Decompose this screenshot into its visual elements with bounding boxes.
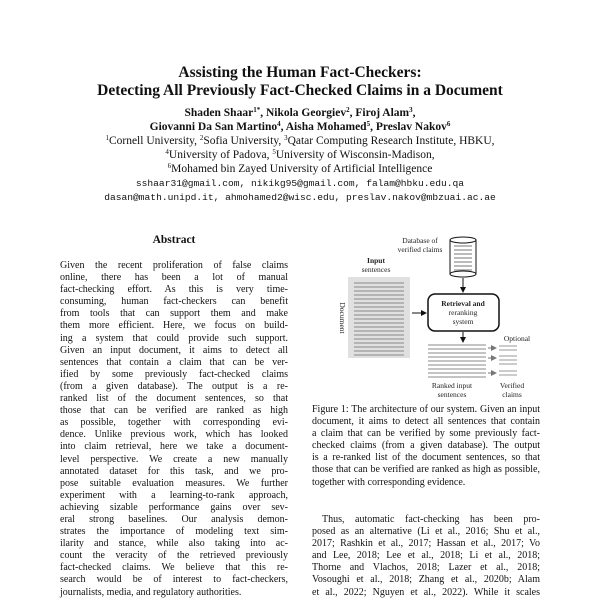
text-line: eral strong baselines. Our analysis demon- — [60, 513, 288, 525]
text-line: Given the recent proliferation of false claims — [60, 260, 288, 271]
text-line: ranked list of the document sentences, so that — [60, 393, 288, 405]
text-line: is a re-ranked list of the document sentences, so that — [312, 452, 540, 464]
affiliation: Cornell University — [108, 135, 195, 147]
text-line: from tools that can support them and make — [60, 308, 288, 320]
author: Shaden Shaar$^{1*}$ — [184, 106, 261, 119]
architecture-figure — [312, 234, 540, 399]
text-line: as possible, together with corresponding evi- — [60, 417, 288, 429]
text-line: those that can be verified are ranked as high as possible, — [312, 464, 540, 476]
text-line: them more efficient. Here, we focus on build- — [60, 320, 288, 332]
input-label: Input — [367, 256, 385, 265]
affiliation: University of Padova — [168, 149, 267, 161]
affiliation: Sofia University — [203, 135, 279, 147]
author: Firoj Alam$^3$ — [355, 106, 413, 119]
text-line: Thorne and Vlachos, 2018; Lazer et al., 2018; — [312, 562, 540, 574]
ranked-label: sentences — [437, 390, 467, 399]
affiliation: University of Wisconsin-Madison — [275, 149, 432, 161]
text-line: pose suitable evaluation measures. We further — [60, 477, 288, 489]
text-line: dence. Unlike previous work, which has looked — [60, 429, 288, 441]
abstract-heading: Abstract — [152, 234, 196, 246]
author: Preslav Nakov$^6$ — [375, 120, 451, 133]
text-line: level perspective. We create a new manually — [60, 453, 288, 465]
affiliation: Qatar Computing Research Institute, HBKU — [287, 135, 492, 147]
optional-label: Optional — [503, 334, 531, 343]
document-label: Document — [338, 302, 347, 334]
text-line: online, there has been a lot of manual — [60, 272, 288, 284]
text-line: fact-checking effort. As this is very time- — [60, 284, 288, 296]
text-line: checked claims (from a given database). The output — [312, 440, 540, 452]
author-list: Shaden Shaar$^{1*}$, Nikola Georgiev$^2$, Firoj Alam$^3$, Giovanni Da San Martino$^4$, Aisha Mohamed$^5$, Preslav Nakov$^6$ — [149, 106, 451, 133]
text-line: sentences that contain a claim that can be ver- — [60, 356, 288, 368]
author: Aisha Mohamed$^5$ — [285, 120, 371, 133]
document-icon — [348, 277, 410, 358]
text-line: ified by some previously fact-checked claims — [60, 368, 288, 380]
author: Nikola Georgiev$^2$ — [265, 106, 350, 119]
svg-text:reranking: reranking — [448, 308, 478, 317]
database-label: verified claims — [397, 245, 443, 254]
verified-label: Verified — [499, 381, 525, 390]
text-line: et al., 2022; Nguyen et al., 2022). While it scales — [312, 586, 540, 598]
body-text — [312, 514, 540, 599]
text-line: (from a given database). The output is a re- — [60, 380, 288, 392]
email-line: sshaar31@gmail.com, nikikg95@gmail.com, falam@hbku.edu.qa — [135, 178, 465, 189]
text-line: annotated dataset for this task, and we pro- — [60, 465, 288, 477]
affiliation: Mohamed bin Zayed University of Artificial Intelligence — [171, 163, 433, 175]
text-line: 2017; Rashkin et al., 2017; Hassan et al., 2017; Vo — [312, 538, 540, 550]
text-line: together with corresponding evidence. — [312, 476, 466, 488]
text-line: achieving sizable performance gains over sev- — [60, 501, 288, 513]
text-line: and Lee, 2018; Lee et al., 2018; Li et al., 2018; — [312, 550, 540, 562]
author: Giovanni Da San Martino$^4$ — [149, 120, 281, 133]
text-line: a claim that can be verified by some previously fact- — [312, 428, 540, 440]
text-line: document, it aims to detect all sentences that contain — [312, 416, 540, 428]
svg-text:system: system — [452, 317, 474, 326]
text-line: count the veracity of the retrieved previously — [60, 550, 288, 562]
verified-label: claims — [502, 390, 522, 399]
text-line: fact-checked claims. We believe that this re- — [60, 562, 288, 574]
database-label: Database of — [402, 236, 438, 245]
text-line: Figure 1: The architecture of our system. Given an input — [312, 404, 540, 415]
text-line: experiment with a learning-to-rank approach, — [60, 489, 288, 501]
emails — [0, 177, 600, 205]
text-line: Thus, automatic fact-checking has been pro- — [322, 514, 540, 525]
text-line: posed as an alternative (Li et al., 2016; Shu et al., — [312, 526, 540, 538]
email-line: dasan@math.unipd.it, ahmohamed2@wisc.edu, preslav.nakov@mbzuai.ac.ae — [104, 192, 496, 203]
text-line: journalists, media, and regulatory authorities. — [60, 586, 242, 598]
text-line: consuming, human fact-checkers can benefit — [60, 296, 288, 308]
title-line: Assisting the Human Fact-Checkers: — [178, 64, 422, 81]
text-line: strates the importance of modeling text sim- — [60, 526, 288, 538]
input-label: sentences — [361, 265, 391, 274]
figure-caption — [312, 404, 540, 489]
affiliations: $^1$Cornell University, $^2$Sofia University, $^3$Qatar Computing Research Institute, HBKU, $^4$University of Padova, $^5$University of Wisconsin-Madison, $^6$Mohamed bin Zayed University of Artificial Intelligence — [105, 134, 495, 175]
text-line: those that can be verified are ranked as high — [60, 405, 288, 417]
text-line: search would be of interest to fact-checkers, — [60, 574, 288, 586]
ranked-sentences — [428, 345, 486, 377]
text-line: Vosoughi et al., 2018; Zhang et al., 2020b; Alam — [312, 574, 540, 586]
ranked-label: Ranked input — [431, 381, 473, 390]
paper-title — [0, 64, 600, 100]
svg-text:Retrieval and: Retrieval and — [441, 299, 485, 308]
text-line: Given an input document, it aims to detect all — [60, 344, 288, 356]
abstract-text — [60, 260, 288, 599]
text-line: ing a system that could provide such support. — [60, 332, 288, 344]
title-line: Detecting All Previously Fact-Checked Claims in a Document — [97, 82, 503, 99]
database-icon — [450, 237, 476, 277]
text-line: ilarity and stance, while also taking into ac- — [60, 538, 288, 550]
text-line: into claim retrieval, here we take a document- — [60, 441, 288, 453]
